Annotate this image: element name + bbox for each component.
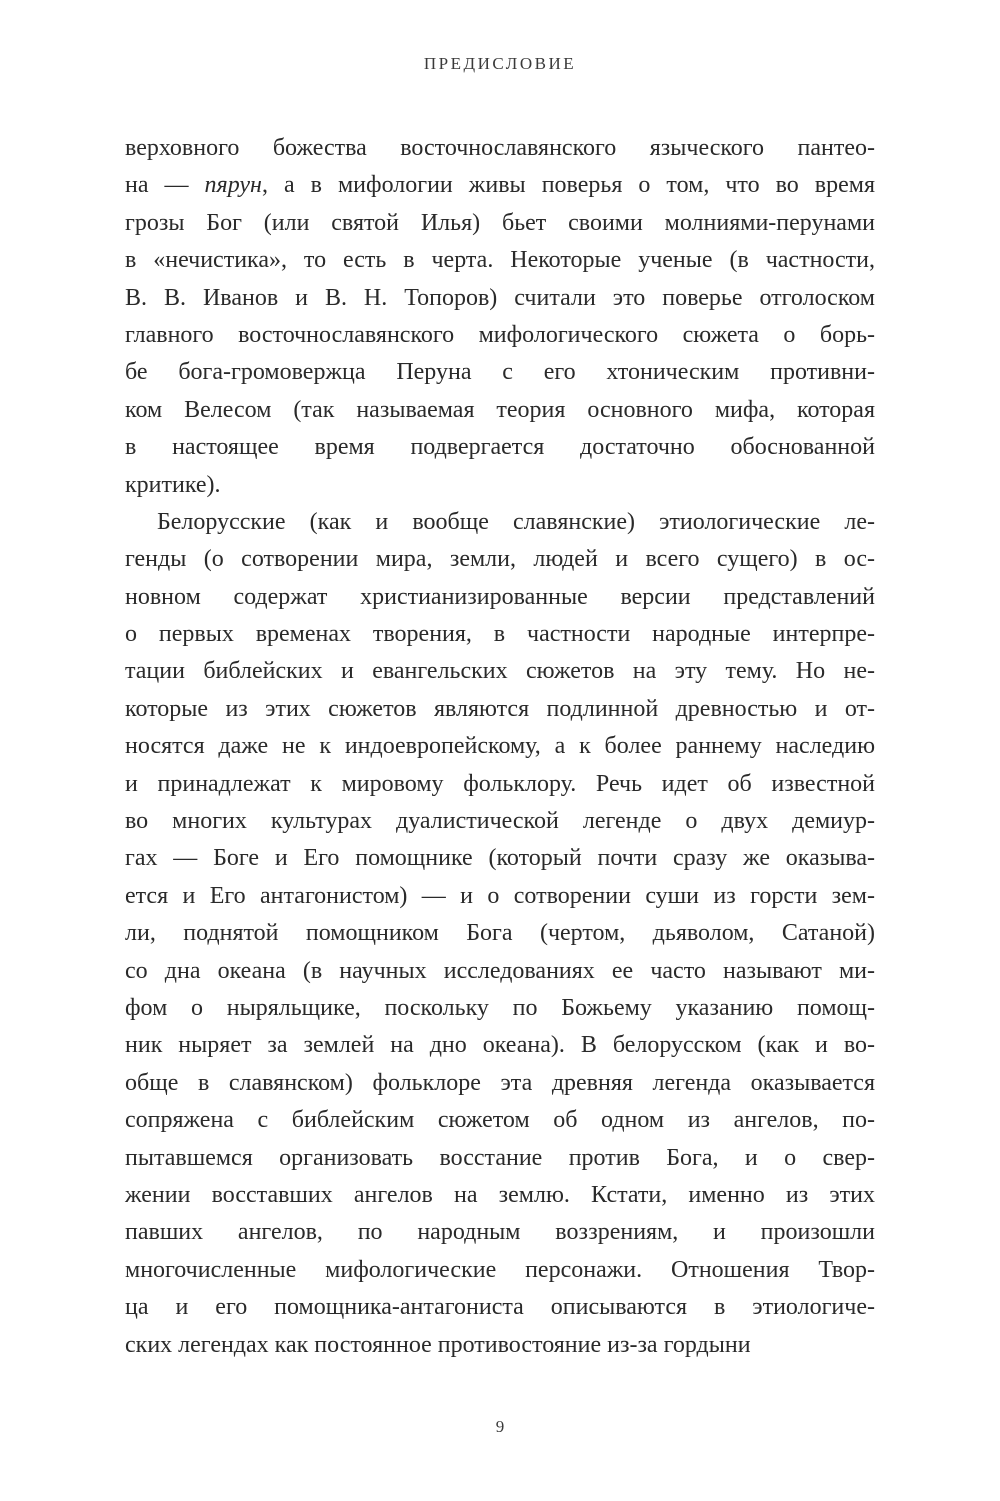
text-line: во многих культурах дуалистической легенде о двух демиур-: [125, 808, 875, 835]
text-line: ник ныряет за землей на дно океана). В белорусском (как и во-: [125, 1032, 875, 1059]
text-line: Белорусские (как и вообще славянские) этиологические ле-: [157, 508, 875, 535]
page-number: 9: [495, 1417, 505, 1436]
text-line: главного восточнославянского мифологического сюжета о борь-: [125, 321, 875, 348]
text-line: ца и его помощника-антагониста описываются в этиологиче-: [125, 1294, 875, 1321]
text-line: ских легендах как постоянное противостояние из-за гордыни: [125, 1331, 751, 1358]
text-line: павших ангелов, по народным воззрениям, и произошли: [125, 1219, 875, 1246]
text-line: верховного божества восточнославянского языческого пантео-: [125, 135, 875, 161]
text-line: ком Велесом (так называемая теория основного мифа, которая: [125, 396, 875, 423]
text-line: новном содержат христианизированные версии представлений: [125, 583, 875, 610]
text-line: носятся даже не к индоевропейскому, а к более раннему наследию: [125, 733, 875, 760]
text-line: грозы Бог (или святой Илья) бьет своими молниями-перунами: [125, 209, 875, 236]
text-line: пытавшемся организовать восстание против Бога, и о свер-: [125, 1144, 875, 1171]
text-line: гах — Боге и Его помощнике (который почти сразу же оказыва-: [125, 845, 875, 872]
text-line: генды (о сотворении мира, земли, людей и всего сущего) в ос-: [125, 546, 875, 573]
italic-term: пярун: [204, 172, 262, 199]
text-line: тации библейских и евангельских сюжетов на эту тему. Но не-: [125, 658, 875, 685]
text-line: в «нечистика», то есть в черта. Некоторые ученые (в частности,: [125, 247, 875, 274]
text-line: ли, поднятой помощником Бога (чертом, дьяволом, Сатаной): [125, 920, 875, 947]
text-line: [125, 167, 875, 204]
text-line: жении восставших ангелов на землю. Кстати, именно из этих: [125, 1181, 875, 1208]
text-line: которые из этих сюжетов являются подлинной древностью и от-: [125, 695, 875, 722]
text-fragment: на —: [125, 172, 205, 199]
text-line: критике).: [125, 471, 221, 498]
body-text: [125, 130, 875, 1364]
text-line: в настоящее время подвергается достаточно обоснованной: [125, 434, 875, 461]
paragraph-1: [125, 130, 875, 504]
text-fragment: , а в мифологии живы поверья о том, что во время: [261, 172, 875, 199]
text-line: о первых временах творения, в частности народные интерпре-: [125, 621, 875, 648]
text-line: обще в славянском) фольклоре эта древняя легенда оказывается: [125, 1069, 875, 1096]
running-head: ПРЕДИСЛОВИЕ: [423, 54, 577, 73]
text-line: фом о ныряльщике, поскольку по Божьему указанию помощ-: [125, 994, 875, 1021]
text-line: со дна океана (в научных исследованиях ее часто называют ми-: [125, 957, 875, 984]
text-line: бе бога-громовержца Перуна с его хтоническим противни-: [125, 359, 875, 386]
text-line: ется и Его антагонистом) — и о сотворении суши из горсти зем-: [125, 882, 875, 909]
text-line: и принадлежат к мировому фольклору. Речь идет об известной: [125, 770, 875, 797]
text-line: В. В. Иванов и В. Н. Топоров) считали это поверье отголоском: [125, 284, 875, 311]
text-line: многочисленные мифологические персонажи. Отношения Твор-: [125, 1256, 875, 1283]
text-line: сопряжена с библейским сюжетом об одном из ангелов, по-: [125, 1107, 875, 1134]
paragraph-2: [125, 504, 875, 1364]
